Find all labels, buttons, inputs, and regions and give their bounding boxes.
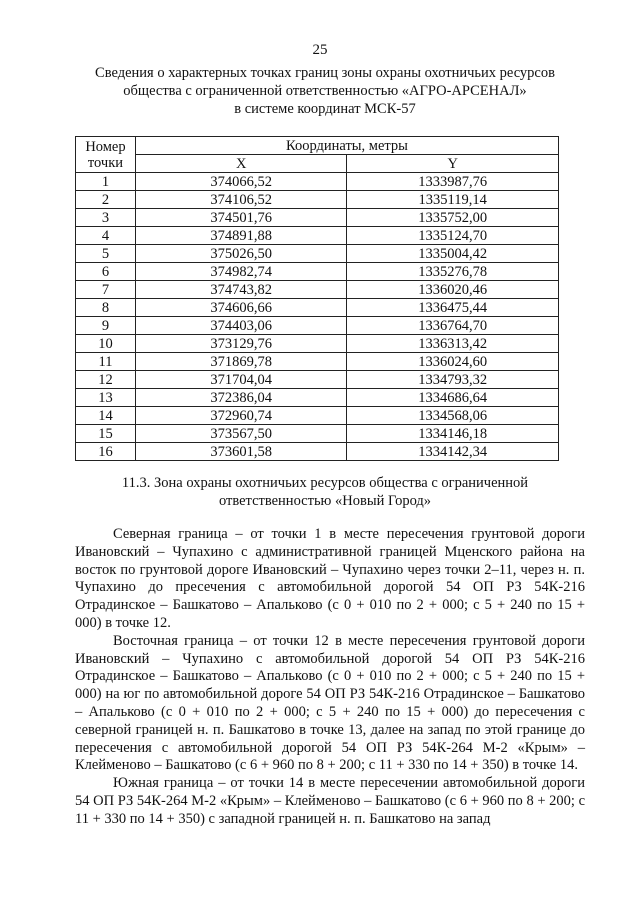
y-coordinate-cell: 1335752,00	[347, 209, 559, 227]
point-number-cell: 3	[76, 209, 136, 227]
section-title-line: ответственностью «Новый Город»	[218, 493, 432, 509]
table-row	[76, 389, 559, 407]
y-coordinate-cell: 1335276,78	[347, 263, 559, 281]
point-number-cell: 5	[76, 245, 136, 263]
point-number-cell: 4	[76, 227, 136, 245]
y-coordinate-cell: 1336475,44	[347, 299, 559, 317]
point-number-cell: 9	[76, 317, 136, 335]
header-x: X	[135, 155, 347, 173]
point-number-cell: 16	[76, 443, 136, 461]
header-coordinates: Координаты, метры	[135, 137, 558, 155]
paragraph-east-border: Восточная граница – от точки 12 в месте пересечения грунтовой дороги Ивановский – Чупахино с автомобильной дорогой 54 ОП РЗ 54К-216 Отрадинское – Башкатово – Апальково (с 0 + 010 по 2 + 000; с 5 + 240 по 15 + 000) на юг по автомобильной дороге 54 ОП РЗ 54К-216 Отрадинское – Башкатово – Апальково (с 0 + 010 по 2 + 000; с 5 + 240 по 15 + 000) до пересечения с северной границей н. п. Башкатово в точке 13, далее на запад по этой границе до пересечения с автомобильной дорогой 54 ОП РЗ 54К-264 М-2 «Крым» – Клейменово – Башкатово (с 6 + 960 по 8 + 200; с 11 + 330 по 14 + 350) в точке 14.	[75, 632, 585, 774]
y-coordinate-cell: 1334146,18	[347, 425, 559, 443]
page-number: 25	[312, 42, 328, 58]
point-number-cell: 11	[76, 353, 136, 371]
point-number-cell: 2	[76, 191, 136, 209]
x-coordinate-cell: 375026,50	[135, 245, 347, 263]
table-row	[76, 407, 559, 425]
x-coordinate-cell: 374106,52	[135, 191, 347, 209]
paragraph-south-border: Южная граница – от точки 14 в месте пересечении автомобильной дороги 54 ОП РЗ 54К-264 М-2 «Крым» – Клейменово – Башкатово (с 6 + 960 по 8 + 200; с 11 + 330 по 14 + 350) с западной границей н. п. Башкатово на запад	[75, 775, 585, 827]
point-number-cell: 1	[76, 173, 136, 191]
coordinates-table-body	[76, 173, 559, 461]
y-coordinate-cell: 1334686,64	[347, 389, 559, 407]
document-title	[60, 64, 590, 118]
table-row	[76, 281, 559, 299]
header-point-number-line1: Номер	[85, 138, 126, 155]
y-coordinate-cell: 1335004,42	[347, 245, 559, 263]
table-row	[76, 245, 559, 263]
y-coordinate-cell: 1335119,14	[347, 191, 559, 209]
x-coordinate-cell: 371704,04	[135, 371, 347, 389]
point-number-cell: 15	[76, 425, 136, 443]
x-coordinate-cell: 374606,66	[135, 299, 347, 317]
x-coordinate-cell: 374066,52	[135, 173, 347, 191]
title-line: Сведения о характерных точках границ зоны охраны охотничьих ресурсов	[95, 65, 555, 81]
table-row	[76, 353, 559, 371]
paragraph-north-border: Северная граница – от точки 1 в месте пересечения грунтовой дороги Ивановский – Чупахино с административной границей Мценского района на восток по грунтовой дороге Ивановский – Чупахино через точки 2–11, через н. п. Чупахино до пресечения с автомобильной дорогой 54 ОП РЗ 54К-216 Отрадинское – Башкатово – Апальково (с 0 + 010 по 2 + 000; с 5 + 240 по 15 + 000) в точке 12.	[75, 526, 585, 631]
x-coordinate-cell: 374501,76	[135, 209, 347, 227]
table-row	[76, 209, 559, 227]
section-title-line: 11.3. Зона охраны охотничьих ресурсов общества с ограниченной	[121, 475, 529, 491]
y-coordinate-cell: 1336020,46	[347, 281, 559, 299]
y-coordinate-cell: 1333987,76	[347, 173, 559, 191]
coordinates-table	[75, 136, 559, 461]
section-title	[60, 474, 590, 510]
point-number-cell: 10	[76, 335, 136, 353]
x-coordinate-cell: 374743,82	[135, 281, 347, 299]
y-coordinate-cell: 1335124,70	[347, 227, 559, 245]
point-number-cell: 13	[76, 389, 136, 407]
point-number-cell: 6	[76, 263, 136, 281]
x-coordinate-cell: 373129,76	[135, 335, 347, 353]
table-row	[76, 335, 559, 353]
point-number-cell: 14	[76, 407, 136, 425]
x-coordinate-cell: 372960,74	[135, 407, 347, 425]
y-coordinate-cell: 1336764,70	[347, 317, 559, 335]
table-row	[76, 263, 559, 281]
header-y: Y	[347, 155, 559, 173]
header-point-number	[76, 137, 136, 173]
x-coordinate-cell: 373601,58	[135, 443, 347, 461]
table-row	[76, 299, 559, 317]
point-number-cell: 12	[76, 371, 136, 389]
table-row	[76, 443, 559, 461]
x-coordinate-cell: 374403,06	[135, 317, 347, 335]
table-row	[76, 317, 559, 335]
y-coordinate-cell: 1334568,06	[347, 407, 559, 425]
table-row	[76, 173, 559, 191]
table-row	[76, 191, 559, 209]
point-number-cell: 8	[76, 299, 136, 317]
table-row	[76, 371, 559, 389]
y-coordinate-cell: 1336024,60	[347, 353, 559, 371]
x-coordinate-cell: 373567,50	[135, 425, 347, 443]
y-coordinate-cell: 1334142,34	[347, 443, 559, 461]
y-coordinate-cell: 1336313,42	[347, 335, 559, 353]
header-point-number-line2: точки	[87, 154, 124, 171]
point-number-cell: 7	[76, 281, 136, 299]
x-coordinate-cell: 374891,88	[135, 227, 347, 245]
table-row	[76, 227, 559, 245]
x-coordinate-cell: 371869,78	[135, 353, 347, 371]
title-line: общества с ограниченной ответственностью «АГРО-АРСЕНАЛ»	[123, 83, 527, 99]
title-line: в системе координат МСК-57	[234, 101, 416, 117]
x-coordinate-cell: 374982,74	[135, 263, 347, 281]
table-row	[76, 425, 559, 443]
body-text	[75, 526, 585, 829]
y-coordinate-cell: 1334793,32	[347, 371, 559, 389]
x-coordinate-cell: 372386,04	[135, 389, 347, 407]
